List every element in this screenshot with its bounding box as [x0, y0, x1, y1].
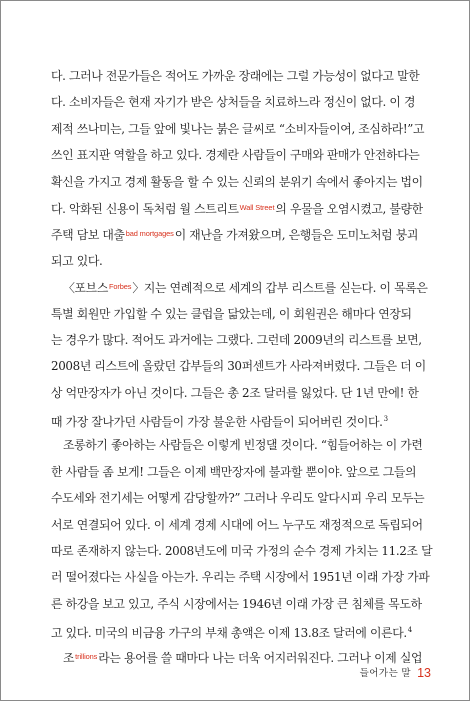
text-segment: 수도세와 전기세는 어떻게 감당할까?” 그러나 우리도 알다시피 우리 모두는 — [51, 491, 425, 506]
text-line — [51, 380, 423, 406]
text-segment: 때 가장 잘나가던 사람들이 가장 불운한 사람들이 되어버린 것이다. — [51, 415, 383, 430]
text-line — [51, 432, 423, 458]
english-gloss: trillions — [75, 651, 98, 661]
text-segment: 조 — [63, 650, 75, 665]
text-segment: 주택 담보 대출 — [51, 228, 125, 243]
body-text — [51, 63, 433, 670]
text-line — [51, 195, 423, 221]
text-segment: 쓰인 표지판 역할을 하고 있다. 경제란 사람들이 구매와 판매가 안전하다는 — [51, 148, 420, 163]
page-number: 13 — [417, 666, 431, 680]
text-line — [51, 248, 423, 274]
text-segment: 는 경우가 많다. 적어도 과거에는 그랬다. 그런데 2009년의 리스트를 보면, — [51, 332, 422, 347]
text-segment: 고 있다. 미국의 비금융 가구의 부채 총액은 이제 13.8조 달러에 이른다. — [51, 626, 407, 641]
text-segment: 조롱하기 좋아하는 사람들은 이렇게 빈정댈 것이다. “힘들어하는 이 가련 — [63, 438, 423, 453]
text-segment: 〈포브스 — [63, 281, 108, 296]
running-footer-title: 들어가는 말 — [359, 668, 412, 679]
text-line — [51, 63, 423, 89]
text-line — [51, 327, 423, 353]
text-segment: 상 억만장자가 아닌 것이다. 그들은 총 2조 달러를 잃었다. 단 1년 만에! 한 — [51, 385, 419, 400]
text-line — [51, 538, 433, 564]
text-line — [51, 116, 423, 142]
english-gloss: Wall Street — [239, 202, 275, 212]
text-segment: 2008년 리스트에 올랐던 갑부들의 30퍼센트가 사라져버렸다. 그들은 더 이 — [51, 359, 426, 374]
text-segment: 제적 쓰나미는, 그들 앞에 빛나는 붉은 글씨로 “소비자들이여, 조심하라!”고 — [51, 121, 425, 136]
english-gloss: Forbes — [108, 282, 132, 292]
text-line — [51, 89, 423, 115]
text-line — [51, 353, 426, 379]
text-line — [51, 591, 423, 617]
text-segment: 〉지는 연례적으로 세계의 갑부 리스트를 싣는다. 이 목록은 — [132, 281, 428, 296]
footnote-marker: 3 — [383, 415, 388, 424]
text-segment: 따로 존재하지 않는다. 2008년도에 미국 가정의 순수 경제 가치는 11.2조 달 — [51, 544, 433, 559]
text-line — [51, 142, 423, 168]
text-segment: 확신을 가지고 경제 활동을 할 수 있는 신뢰의 분위기 속에서 좋아지는 법이 — [51, 174, 423, 189]
text-segment: 다. 소비자들은 현재 자기가 받은 상처들을 치료하느라 정신이 없다. 이 경 — [51, 95, 416, 110]
text-segment: 른 하강을 보고 있고, 주식 시장에서는 1946년 이래 가장 큰 침체를 목도하 — [51, 596, 422, 611]
english-gloss: bad mortgages — [125, 229, 174, 239]
text-segment: 다. 그러나 전문가들은 적어도 가까운 장래에는 그럴 가능성이 없다고 말한 — [51, 69, 420, 83]
text-segment: 이 재난을 가져왔으며, 은행들은 도미노처럼 붕괴 — [174, 228, 419, 243]
text-segment: 특별 회원만 가입할 수 있는 클럽을 닮았는데, 이 회원권은 해마다 연장되 — [51, 306, 412, 321]
text-line — [51, 617, 423, 643]
text-line — [51, 406, 423, 432]
text-line — [51, 564, 430, 590]
text-segment: 한 사람들 좀 보게! 그들은 이제 백만장자에 불과할 뿐이야. 앞으로 그들의 — [51, 464, 417, 479]
text-segment: 의 우물을 오염시켰고, 불량한 — [275, 201, 423, 216]
text-line — [51, 485, 423, 511]
text-segment: 다. 악화된 신용이 독처럼 월 스트리트 — [51, 201, 239, 216]
text-segment: 러 떨어졌다는 사실을 아는가. 우리는 주택 시장에서 1951년 이래 가장 가파 — [51, 570, 430, 585]
text-segment: 서로 연결되어 있다. 이 세계 경제 시대에 어느 누구도 재정적으로 독립되어 — [51, 517, 423, 532]
text-line — [51, 274, 428, 300]
page-footer — [360, 664, 431, 682]
text-line — [51, 512, 423, 538]
text-line — [51, 169, 423, 195]
text-line — [51, 459, 423, 485]
text-segment: 되고 있다. — [51, 253, 103, 268]
footnote-marker: 4 — [407, 626, 412, 635]
text-line — [51, 221, 423, 247]
text-segment: 라는 용어를 쓸 때마다 나는 더욱 어지러워진다. 그러나 이제 실업 — [98, 650, 423, 665]
text-line — [51, 301, 423, 327]
